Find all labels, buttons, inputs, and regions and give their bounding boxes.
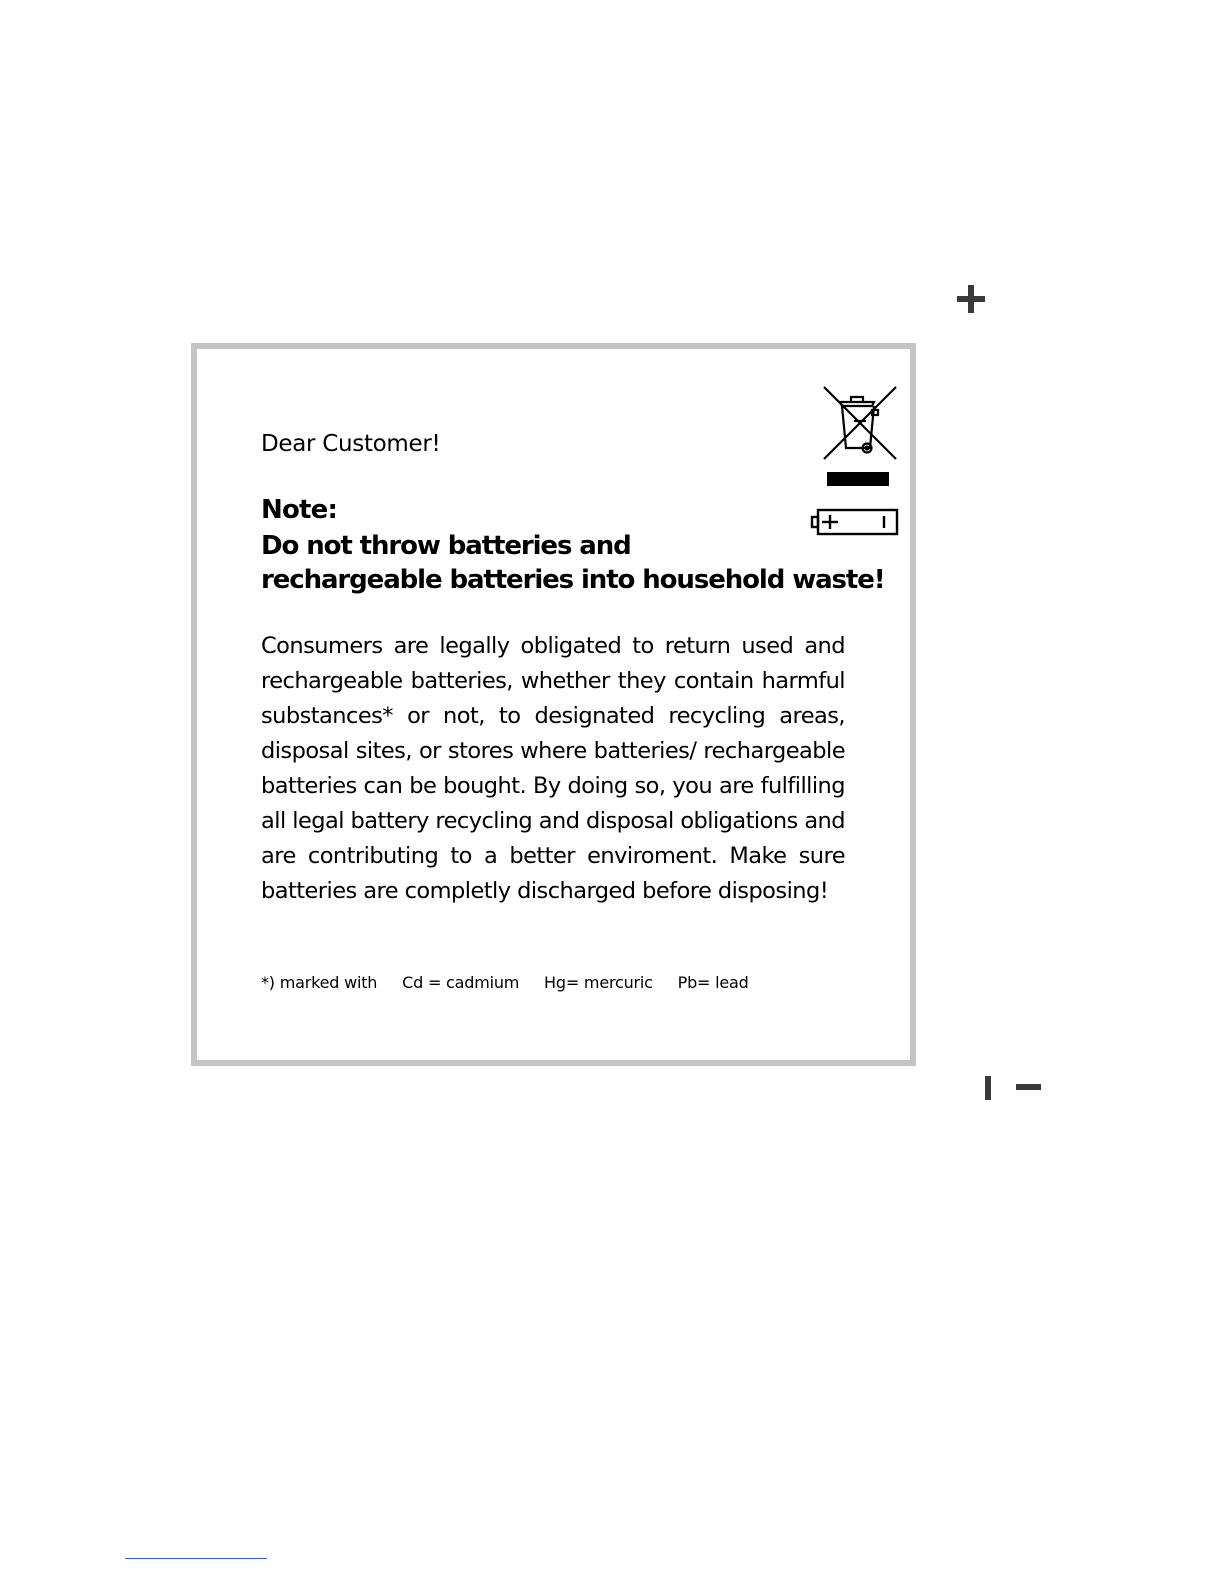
warning-line-1: Do not throw batteries and (261, 531, 631, 561)
warning-line-2: rechargeable batteries into household waste! (261, 565, 885, 595)
note-heading: Note: (261, 495, 338, 525)
footnote-cadmium: Cd = cadmium (402, 973, 520, 992)
battery-disposal-notice (191, 343, 916, 1066)
footnote-prefix: *) marked with (261, 973, 378, 992)
footnote-lead: Pb= lead (677, 973, 749, 992)
greeting: Dear Customer! (261, 431, 441, 457)
footnote (261, 973, 769, 992)
footer-rule (125, 1558, 267, 1559)
plus-icon (957, 285, 985, 313)
weee-bar-icon (827, 472, 889, 486)
crossed-out-wheelie-bin-icon (820, 384, 900, 464)
battery-icon (810, 507, 900, 537)
footnote-mercuric: Hg= mercuric (544, 973, 653, 992)
body-paragraph: Consumers are legally obligated to return used and rechargeable batteries, whether they contain harmful substances* or not, to designated recycling areas, disposal sites, or stores where batteries/ rechargeable batteries can be bought. By doing so, you are fulfilling all legal battery recycling and disposal obligations and are contributing to a better enviroment. Make sure batteries are completly discharged before disposing! (261, 633, 845, 904)
warning-text (261, 529, 885, 597)
bar-mark-icon (985, 1076, 991, 1100)
minus-icon (1016, 1084, 1041, 1090)
